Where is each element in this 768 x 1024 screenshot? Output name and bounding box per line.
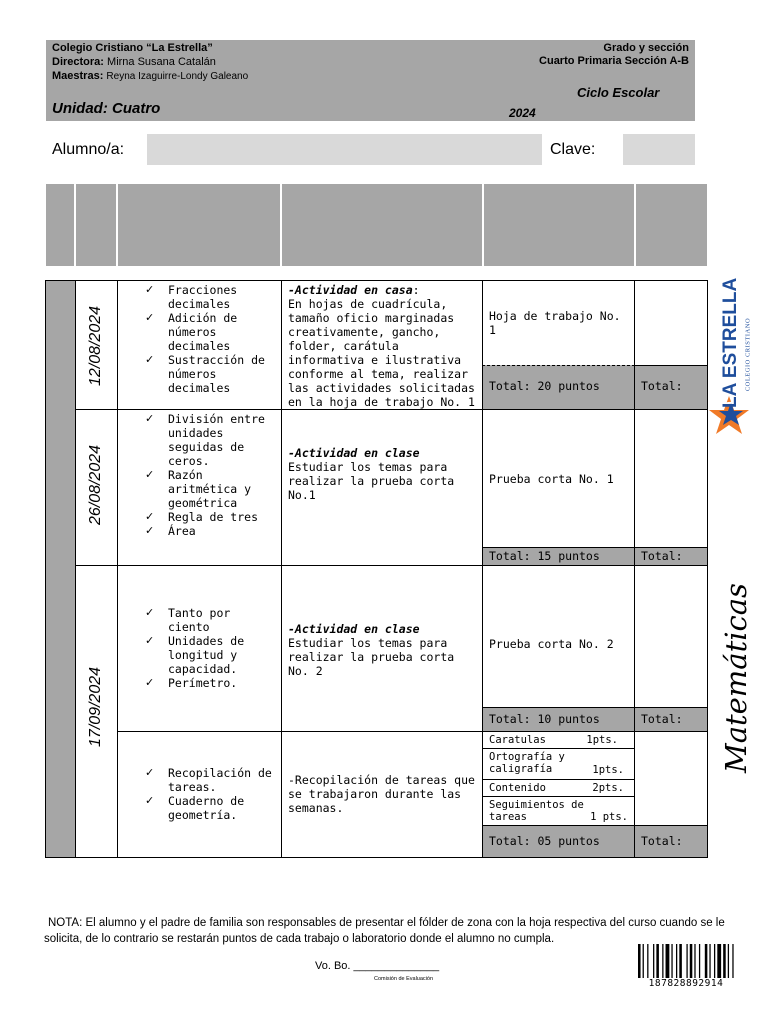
total-points: Total: 10 puntos — [489, 712, 600, 726]
barcode-bar — [638, 944, 641, 978]
barcode-bar — [723, 944, 726, 978]
topic-item: ✓ Adición de números decimales — [145, 311, 275, 353]
rubric-row — [482, 748, 635, 780]
topics-list — [145, 412, 275, 538]
activity-cell — [281, 409, 483, 566]
activity-title: -Actividad en casa — [288, 283, 413, 297]
activity-title: -Actividad en clase — [288, 622, 420, 636]
topics-cell — [117, 280, 282, 410]
topic-item: ✓ Recopilación de tareas. — [145, 766, 275, 794]
total-score-cell[interactable] — [634, 825, 708, 858]
topic-item: ✓ Regla de tres — [145, 510, 275, 524]
column-header-cell — [484, 184, 636, 266]
total-points: Total: 15 puntos — [489, 549, 600, 563]
date-label: 17/09/2024 — [87, 666, 104, 748]
topic-item: ✓ Unidades de longitud y capacidad. — [145, 634, 275, 676]
activity-text: -Recopilación de tareas que se trabajaron durante las semanas. — [288, 773, 475, 815]
topics-list — [145, 766, 275, 822]
activity-text: Estudiar los temas para realizar la prueba corta No. 2 — [288, 636, 455, 678]
date-cell — [75, 409, 118, 566]
topic-item: ✓ Razón aritmética y geométrica — [145, 468, 275, 510]
topic-item: ✓ Tanto por ciento — [145, 606, 275, 634]
evaluation-text: Hoja de trabajo No. 1 — [489, 309, 621, 337]
barcode-bar — [709, 944, 710, 978]
total-label: Total: — [641, 379, 683, 393]
barcode-bar — [656, 944, 659, 978]
score-cell[interactable] — [634, 280, 708, 366]
column-header-cell — [636, 184, 707, 266]
evaluation-cell — [482, 280, 635, 366]
barcode-bar — [662, 944, 663, 978]
rubric-row — [482, 796, 635, 826]
barcode-bar — [643, 944, 644, 978]
activity-cell — [281, 280, 483, 410]
topic-item: ✓ Fracciones decimales — [145, 283, 275, 311]
cycle-year: 2024 — [509, 106, 536, 120]
rubric-label: Contenido — [489, 782, 546, 794]
barcode-bar — [653, 944, 654, 978]
topics-cell — [117, 565, 282, 732]
barcode-bar — [671, 944, 672, 978]
topic-item: ✓ Sustracción de números decimales — [145, 353, 275, 395]
director-label: Directora: — [52, 56, 104, 68]
rubric-label: Seguimientos de tareas — [489, 799, 584, 823]
topics-list — [145, 283, 275, 395]
barcode-bar — [705, 944, 708, 978]
teachers-label: Maestras: — [52, 70, 104, 82]
header-band — [46, 40, 695, 121]
rubric-points: 1 pts. — [590, 811, 628, 823]
rubric-label: Ortografía y caligrafía — [489, 751, 565, 775]
barcode — [638, 944, 734, 978]
rubric-points: 1pts. — [586, 734, 618, 746]
activity-cell — [281, 565, 483, 732]
barcode-bar — [676, 944, 677, 978]
date-label: 26/08/2024 — [87, 444, 104, 526]
unit-title: Unidad: Cuatro — [52, 100, 161, 117]
date-cell — [75, 280, 118, 410]
rubric-label: Caratulas — [489, 734, 546, 746]
activity-cell — [281, 731, 483, 858]
director-line — [52, 55, 216, 69]
score-cell[interactable] — [634, 565, 708, 708]
barcode-bar — [714, 944, 715, 978]
barcode-bar — [717, 944, 721, 978]
rubric-points: 1pts. — [592, 764, 624, 776]
student-code-field[interactable] — [623, 134, 695, 165]
barcode-bar — [679, 944, 682, 978]
score-cell[interactable] — [634, 409, 708, 548]
total-label: Total: — [641, 712, 683, 726]
topics-cell — [117, 409, 282, 566]
school-name: Colegio Cristiano “La Estrella” — [52, 42, 213, 54]
rubric-row — [482, 779, 635, 797]
barcode-bar — [699, 944, 700, 978]
grade-label: Grado y sección — [603, 42, 689, 54]
column-header-cell — [282, 184, 484, 266]
activities-table — [45, 280, 708, 858]
score-cell[interactable] — [634, 731, 708, 826]
activity-title-suffix: : — [412, 283, 420, 297]
student-name-field[interactable] — [147, 134, 542, 165]
evaluation-text: Prueba corta No. 1 — [489, 472, 614, 486]
rubric-row — [482, 731, 635, 749]
barcode-icon — [638, 944, 734, 978]
barcode-bar — [732, 944, 733, 978]
total-label: Total: — [641, 834, 683, 848]
evaluation-cell — [482, 565, 635, 708]
total-label: Total: — [641, 549, 683, 563]
barcode-bar — [694, 944, 695, 978]
total-points-cell — [482, 825, 635, 858]
topic-item: ✓ Área — [145, 524, 275, 538]
student-name-label: Alumno/a: — [52, 141, 125, 158]
column-header-row — [46, 184, 707, 266]
total-points-cell — [482, 707, 635, 732]
logo-sub-text: COLEGIO CRISTIANO — [744, 317, 752, 392]
activity-text: Estudiar los temas para realizar la prueba corta No.1 — [288, 460, 455, 502]
barcode-bar — [647, 944, 648, 978]
evaluation-text: Prueba corta No. 2 — [489, 637, 614, 651]
rubric-points: 2pts. — [592, 782, 624, 794]
date-cell — [75, 565, 118, 858]
logo-main-text: LA ESTRELLA — [720, 277, 741, 408]
vobo-signature-line: Vo. Bo. ______________ — [315, 960, 440, 972]
logo-text-block — [711, 277, 761, 408]
column-header-cell — [118, 184, 282, 266]
barcode-bar — [690, 944, 693, 978]
topics-cell — [117, 731, 282, 858]
column-header-cell — [46, 184, 76, 266]
barcode-bar — [686, 944, 687, 978]
activity-text: En hojas de cuadrícula, tamaño oficio marginadas creativamente, gancho, folder, carátula informativa e ilustrativa conforme al tema, realizar las actividades solicitadas en la hoja de trabajo No. 1 — [288, 297, 475, 409]
date-label: 12/08/2024 — [87, 305, 104, 387]
school-logo — [707, 277, 767, 460]
teachers-names: Reyna Izaguirre-Londy Galeano — [106, 71, 249, 82]
cycle-label: Ciclo Escolar — [577, 85, 660, 100]
topic-item: ✓ Perímetro. — [145, 676, 275, 690]
footer-note: NOTA: El alumno y el padre de familia son responsables de presentar el fólder de zona con la hoja respectiva del curso cuando se le solicita, de lo contrario se restarán puntos de cada trabajo o laboratorio donde el alumno no cumpla. — [44, 917, 725, 945]
topics-list — [145, 606, 275, 690]
total-score-cell[interactable] — [634, 365, 708, 410]
column-header-cell — [76, 184, 118, 266]
total-points: Total: 20 puntos — [489, 379, 600, 393]
evaluation-cell — [482, 409, 635, 548]
topic-item: ✓ División entre unidades seguidas de ceros. — [145, 412, 275, 468]
total-score-cell[interactable] — [634, 547, 708, 566]
activity-title: -Actividad en clase — [288, 446, 420, 460]
student-code-label: Clave: — [550, 141, 596, 158]
teachers-line — [52, 69, 248, 84]
barcode-bar — [728, 944, 729, 978]
barcode-number: 187828892914 — [648, 978, 724, 989]
director-name: Mirna Susana Catalán — [107, 56, 216, 68]
total-points-cell — [482, 365, 635, 410]
total-points-cell — [482, 547, 635, 566]
total-points: Total: 05 puntos — [489, 834, 600, 848]
commission-label: Comisión de Evaluación — [374, 976, 434, 982]
subject-title: Matemáticas — [719, 583, 753, 773]
total-score-cell[interactable] — [634, 707, 708, 732]
barcode-bar — [666, 944, 670, 978]
topic-item: ✓ Cuaderno de geometría. — [145, 794, 275, 822]
grade-value: Cuarto Primaria Sección A-B — [539, 55, 689, 67]
